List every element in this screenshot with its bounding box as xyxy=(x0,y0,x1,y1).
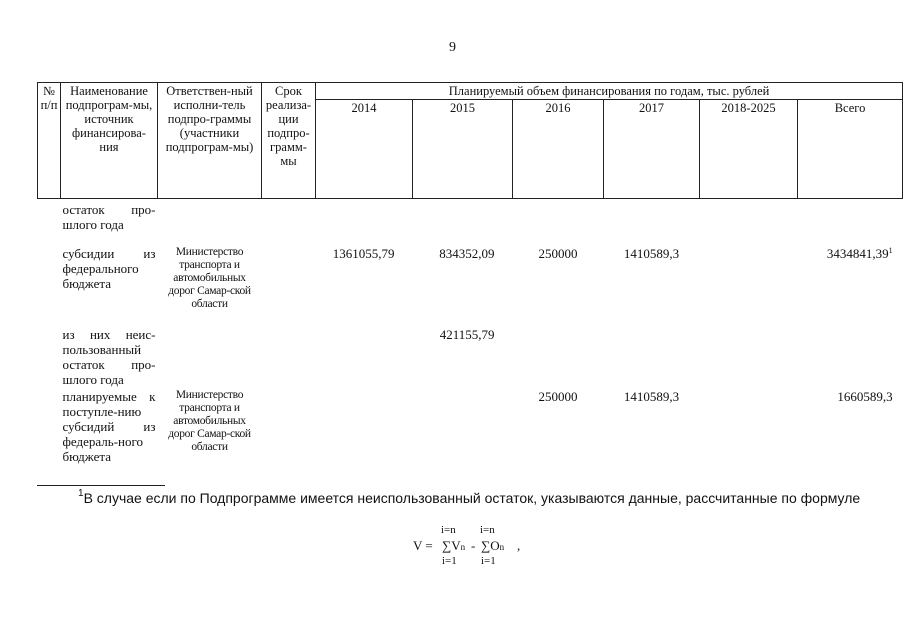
header-term: Срок реализа-ции подпро-грамм-мы xyxy=(262,83,316,199)
header-total: Всего xyxy=(798,100,903,199)
row-name: планируемые к поступле-нию субсидий из федераль-ного бюджета xyxy=(62,388,156,464)
row-name: субсидии из федерального бюджета xyxy=(62,245,156,291)
row-value-2014 xyxy=(316,327,413,389)
table-row xyxy=(38,327,903,389)
sum2-upper-limit: i=n xyxy=(480,524,495,536)
row-value-2018-2025 xyxy=(700,327,798,389)
header-year-2017: 2017 xyxy=(604,100,700,199)
formula-comma: , xyxy=(517,538,521,553)
sum1-upper-limit: i=n xyxy=(441,524,456,536)
formula-lhs: V = xyxy=(413,538,433,553)
footnote-text: В случае если по Подпрограмме имеется неиспользованный остаток, указываются данные, рассчитанные по формуле xyxy=(83,490,861,506)
row-executor: Министерство транспорта и автомобильных дорог Самар-ской области xyxy=(168,245,251,310)
row-total: 3434841,39$^1$ xyxy=(826,245,893,261)
table-row xyxy=(38,389,903,469)
table-row xyxy=(38,246,903,327)
sum1-body: ∑Vn xyxy=(442,538,466,553)
row-total xyxy=(798,199,903,246)
header-year-2018-2025: 2018-2025 xyxy=(700,100,798,199)
row-value-2018-2025 xyxy=(700,199,798,246)
row-value-2017 xyxy=(604,327,700,389)
page-number: 9 xyxy=(449,40,456,55)
row-total xyxy=(798,327,903,389)
row-value-2015 xyxy=(413,199,513,246)
row-value-2014 xyxy=(316,389,413,469)
footnote-marker: 1 xyxy=(888,245,893,255)
row-value-2015: 834352,09 xyxy=(439,245,495,261)
financing-table xyxy=(37,82,903,469)
header-executor: Ответствен-ный исполни-тель подпро-граммы (участники подпрограм-мы) xyxy=(158,83,262,199)
formula-minus: - xyxy=(471,538,476,553)
row-name: остаток про-шлого года xyxy=(62,202,156,232)
row-value-2017: 1410589,3 xyxy=(623,245,680,261)
header-year-2015: 2015 xyxy=(413,100,513,199)
row-value-2014: 1361055,79 xyxy=(332,245,395,261)
footnote xyxy=(78,490,860,506)
header-funding: Планируемый объем финансирования по годам, тыс. рублей xyxy=(316,83,903,100)
header-name: Наименование подпрограм-мы, источник финансирова-ния xyxy=(61,83,158,199)
row-value-2017: 1410589,3 xyxy=(623,388,680,404)
row-value-2018-2025 xyxy=(700,389,798,469)
row-value-2016: 250000 xyxy=(538,388,578,404)
row-value-2018-2025 xyxy=(700,246,798,327)
sum2-body: ∑On xyxy=(481,538,505,553)
table-row xyxy=(38,199,903,246)
sum1-lower-limit: i=1 xyxy=(442,555,457,567)
row-value-2014 xyxy=(316,199,413,246)
row-value-2016 xyxy=(513,199,604,246)
footnote-number: 1 xyxy=(78,488,84,499)
formula xyxy=(413,524,553,574)
row-total: 1660589,3 xyxy=(837,388,893,404)
header-year-2016: 2016 xyxy=(513,100,604,199)
header-year-2014: 2014 xyxy=(316,100,413,199)
row-executor xyxy=(158,199,262,246)
row-value-2015: 421155,79 xyxy=(439,326,495,342)
footnote-divider xyxy=(37,485,165,486)
row-name: из них неис-пользованный остаток про-шлого года xyxy=(62,326,156,387)
row-value-2015 xyxy=(413,389,513,469)
row-executor xyxy=(158,327,262,389)
row-value-2017 xyxy=(604,199,700,246)
row-executor: Министерство транспорта и автомобильных дорог Самар-ской области xyxy=(168,388,251,453)
row-value-2016 xyxy=(513,327,604,389)
header-num: № п/п xyxy=(38,83,61,199)
sum2-lower-limit: i=1 xyxy=(481,555,496,567)
row-value-2016: 250000 xyxy=(538,245,578,261)
